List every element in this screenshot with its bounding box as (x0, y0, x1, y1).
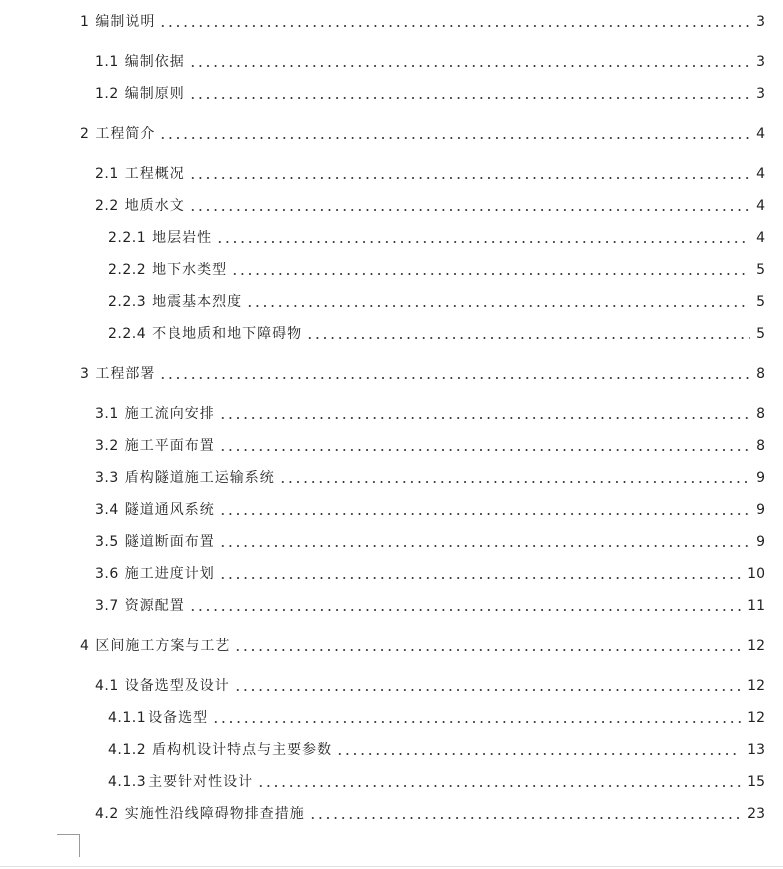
toc-entry-1-2[interactable] (0, 84, 765, 104)
toc-page-number: 3 (756, 54, 765, 70)
dot-leader (159, 25, 750, 27)
toc-title: 资源配置 (124, 598, 185, 614)
toc-page-number: 3 (756, 86, 765, 102)
toc-number: 2.2.3 (108, 294, 147, 310)
toc-page-number: 5 (756, 294, 765, 310)
toc-entry-3-7[interactable] (0, 596, 765, 616)
toc-page-number: 11 (747, 598, 765, 614)
toc-number: 4 (80, 638, 90, 654)
toc-page-number: 8 (756, 406, 765, 422)
toc-number: 4.1.1 (108, 710, 147, 726)
dot-leader (336, 753, 741, 755)
toc-entry-3-4[interactable] (0, 500, 765, 520)
toc-entry-4[interactable] (0, 636, 765, 656)
dot-leader (309, 817, 741, 819)
toc-entry-2-2[interactable] (0, 196, 765, 216)
toc-number: 4.1.2 (108, 742, 147, 758)
toc-entry-2[interactable] (0, 124, 765, 144)
dot-leader (306, 337, 750, 339)
toc-entry-2-2-3[interactable] (0, 292, 765, 312)
toc-title: 工程简介 (95, 126, 156, 142)
toc-title: 地下水类型 (152, 262, 228, 278)
dot-leader (189, 177, 750, 179)
toc-page-number: 4 (756, 198, 765, 214)
toc-page-number: 9 (756, 534, 765, 550)
toc-number: 4.1 (95, 678, 119, 694)
toc-title: 设备选型及设计 (124, 678, 230, 694)
toc-number: 3.4 (95, 502, 119, 518)
dot-leader (246, 305, 750, 307)
toc-entry-2-2-1[interactable] (0, 228, 765, 248)
toc-title: 编制说明 (95, 14, 156, 30)
dot-leader (189, 65, 750, 67)
dot-leader (231, 273, 750, 275)
toc-entry-4-1[interactable] (0, 676, 765, 696)
dot-leader (212, 721, 741, 723)
toc-title: 地质水文 (124, 198, 185, 214)
toc-title: 实施性沿线障碍物排查措施 (124, 806, 305, 822)
toc-title: 主要针对性设计 (148, 774, 254, 790)
toc-entry-3[interactable] (0, 364, 765, 384)
toc-page-number: 13 (747, 742, 765, 758)
toc-title: 隧道通风系统 (124, 502, 215, 518)
toc-page-number: 4 (756, 126, 765, 142)
toc-number: 3.1 (95, 406, 119, 422)
toc-entry-3-3[interactable] (0, 468, 765, 488)
toc-title: 施工平面布置 (124, 438, 215, 454)
toc-title: 地层岩性 (152, 230, 213, 246)
dot-leader (189, 97, 750, 99)
toc-number: 1 (80, 14, 90, 30)
dot-leader (219, 449, 750, 451)
toc-page-number: 5 (756, 326, 765, 342)
toc-entry-4-1-1[interactable] (0, 708, 765, 728)
toc-title: 隧道断面布置 (124, 534, 215, 550)
toc-title: 编制原则 (124, 86, 185, 102)
toc-number: 2.1 (95, 166, 119, 182)
toc-number: 3.6 (95, 566, 119, 582)
dot-leader (234, 649, 741, 651)
toc-entry-1[interactable] (0, 12, 765, 32)
toc-page-number: 12 (747, 638, 765, 654)
toc-number: 3.3 (95, 470, 119, 486)
dot-leader (219, 545, 750, 547)
page-corner-mark (57, 834, 80, 857)
toc-number: 2.2.1 (108, 230, 147, 246)
dot-leader (219, 417, 750, 419)
toc-entry-1-1[interactable] (0, 52, 765, 72)
toc-title: 工程概况 (124, 166, 185, 182)
toc-title: 设备选型 (148, 710, 209, 726)
toc-title: 施工流向安排 (124, 406, 215, 422)
dot-leader (189, 209, 750, 211)
dot-leader (219, 577, 741, 579)
toc-number: 3 (80, 366, 90, 382)
toc-entry-2-1[interactable] (0, 164, 765, 184)
toc-title: 盾构机设计特点与主要参数 (152, 742, 333, 758)
dot-leader (216, 241, 750, 243)
toc-number: 3.2 (95, 438, 119, 454)
toc-number: 4.2 (95, 806, 119, 822)
toc-page-number: 12 (747, 678, 765, 694)
toc-number: 3.5 (95, 534, 119, 550)
toc-page-number: 8 (756, 366, 765, 382)
toc-title: 盾构隧道施工运输系统 (124, 470, 275, 486)
toc-page-number: 10 (747, 566, 765, 582)
dot-leader (279, 481, 750, 483)
toc-page-number: 9 (756, 502, 765, 518)
toc-title: 不良地质和地下障碍物 (152, 326, 303, 342)
toc-entry-3-2[interactable] (0, 436, 765, 456)
dot-leader (159, 377, 750, 379)
toc-page-number: 5 (756, 262, 765, 278)
toc-number: 2.2.2 (108, 262, 147, 278)
toc-number: 2.2.4 (108, 326, 147, 342)
dot-leader (159, 137, 750, 139)
toc-number: 2 (80, 126, 90, 142)
toc-page-number: 9 (756, 470, 765, 486)
toc-page-number: 12 (747, 710, 765, 726)
toc-page-number: 23 (747, 806, 765, 822)
toc-page-number: 4 (756, 230, 765, 246)
toc-entry-2-2-2[interactable] (0, 260, 765, 280)
toc-title: 施工进度计划 (124, 566, 215, 582)
dot-leader (257, 785, 741, 787)
toc-number: 1.1 (95, 54, 119, 70)
toc-page-number: 8 (756, 438, 765, 454)
toc-entry-3-6[interactable] (0, 564, 765, 584)
toc-entry-3-5[interactable] (0, 532, 765, 552)
toc-title: 编制依据 (124, 54, 185, 70)
page-bottom-edge (0, 866, 783, 867)
toc-entry-3-1[interactable] (0, 404, 765, 424)
toc-number: 3.7 (95, 598, 119, 614)
toc-entry-4-2[interactable] (0, 804, 765, 824)
toc-entry-4-1-3[interactable] (0, 772, 765, 792)
toc-title: 地震基本烈度 (152, 294, 243, 310)
toc-entry-2-2-4[interactable] (0, 324, 765, 344)
toc-number: 2.2 (95, 198, 119, 214)
dot-leader (219, 513, 750, 515)
toc-page-number: 15 (747, 774, 765, 790)
dot-leader (234, 689, 741, 691)
toc-number: 4.1.3 (108, 774, 147, 790)
toc-page-number: 3 (756, 14, 765, 30)
dot-leader (189, 609, 741, 611)
toc-entry-4-1-2[interactable] (0, 740, 765, 760)
toc-page-number: 4 (756, 166, 765, 182)
toc-number: 1.2 (95, 86, 119, 102)
toc-title: 工程部署 (95, 366, 156, 382)
toc-title: 区间施工方案与工艺 (95, 638, 231, 654)
